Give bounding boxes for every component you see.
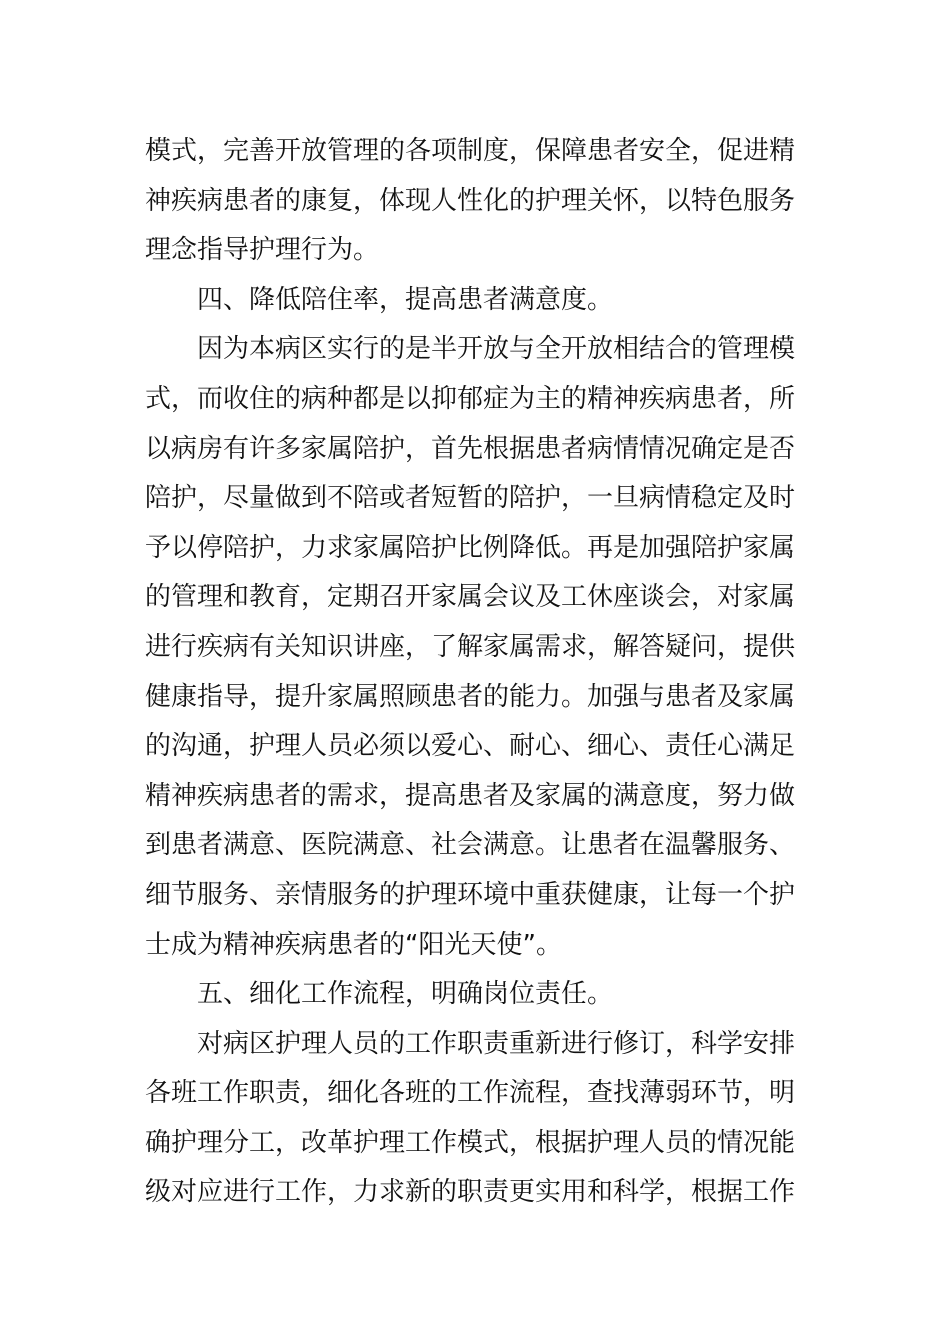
text-line: 细节服务、亲情服务的护理环境中重获健康，让每一个护 [145,879,795,910]
text-line: 的沟通，护理人员必须以爱心、耐心、细心、责任心满足 [145,731,795,762]
section-heading: 五、细化工作流程，明确岗位责任。 [145,979,614,1010]
text-line: 予以停陪护，力求家属陪护比例降低。再是加强陪护家属 [145,532,795,563]
text-line: 健康指导，提升家属照顾患者的能力。加强与患者及家属 [145,681,795,712]
text-line: 进行疾病有关知识讲座，了解家属需求，解答疑问，提供 [145,631,795,662]
text-line: 士成为精神疾病患者的“阳光天使”。 [145,929,562,960]
text-line: 因为本病区实行的是半开放与全开放相结合的管理模 [145,334,795,365]
text-line: 模式，完善开放管理的各项制度，保障患者安全，促进精 [145,136,795,166]
text-line: 确护理分工，改革护理工作模式，根据护理人员的情况能 [145,1127,795,1158]
text-line: 式，而收住的病种都是以抑郁症为主的精神疾病患者，所 [145,383,795,414]
text-line: 级对应进行工作，力求新的职责更实用和科学，根据工作 [145,1177,795,1208]
section-heading: 四、降低陪住率，提高患者满意度。 [145,284,614,315]
text-line: 理念指导护理行为。 [145,235,380,266]
text-line: 陪护，尽量做到不陪或者短暂的陪护，一旦病情稳定及时 [145,483,795,514]
text-line: 精神疾病患者的需求，提高患者及家属的满意度，努力做 [145,780,795,811]
text-line: 神疾病患者的康复，体现人性化的护理关怀，以特色服务 [145,185,795,216]
text-line: 对病区护理人员的工作职责重新进行修订，科学安排 [145,1028,795,1059]
body-text [145,127,795,1218]
text-line: 以病房有许多家属陪护，首先根据患者病情情况确定是否 [145,433,795,464]
text-line: 各班工作职责，细化各班的工作流程，查找薄弱环节，明 [145,1078,795,1109]
text-line: 到患者满意、医院满意、社会满意。让患者在温馨服务、 [145,830,795,861]
text-line: 的管理和教育，定期召开家属会议及工休座谈会，对家属 [145,582,795,613]
